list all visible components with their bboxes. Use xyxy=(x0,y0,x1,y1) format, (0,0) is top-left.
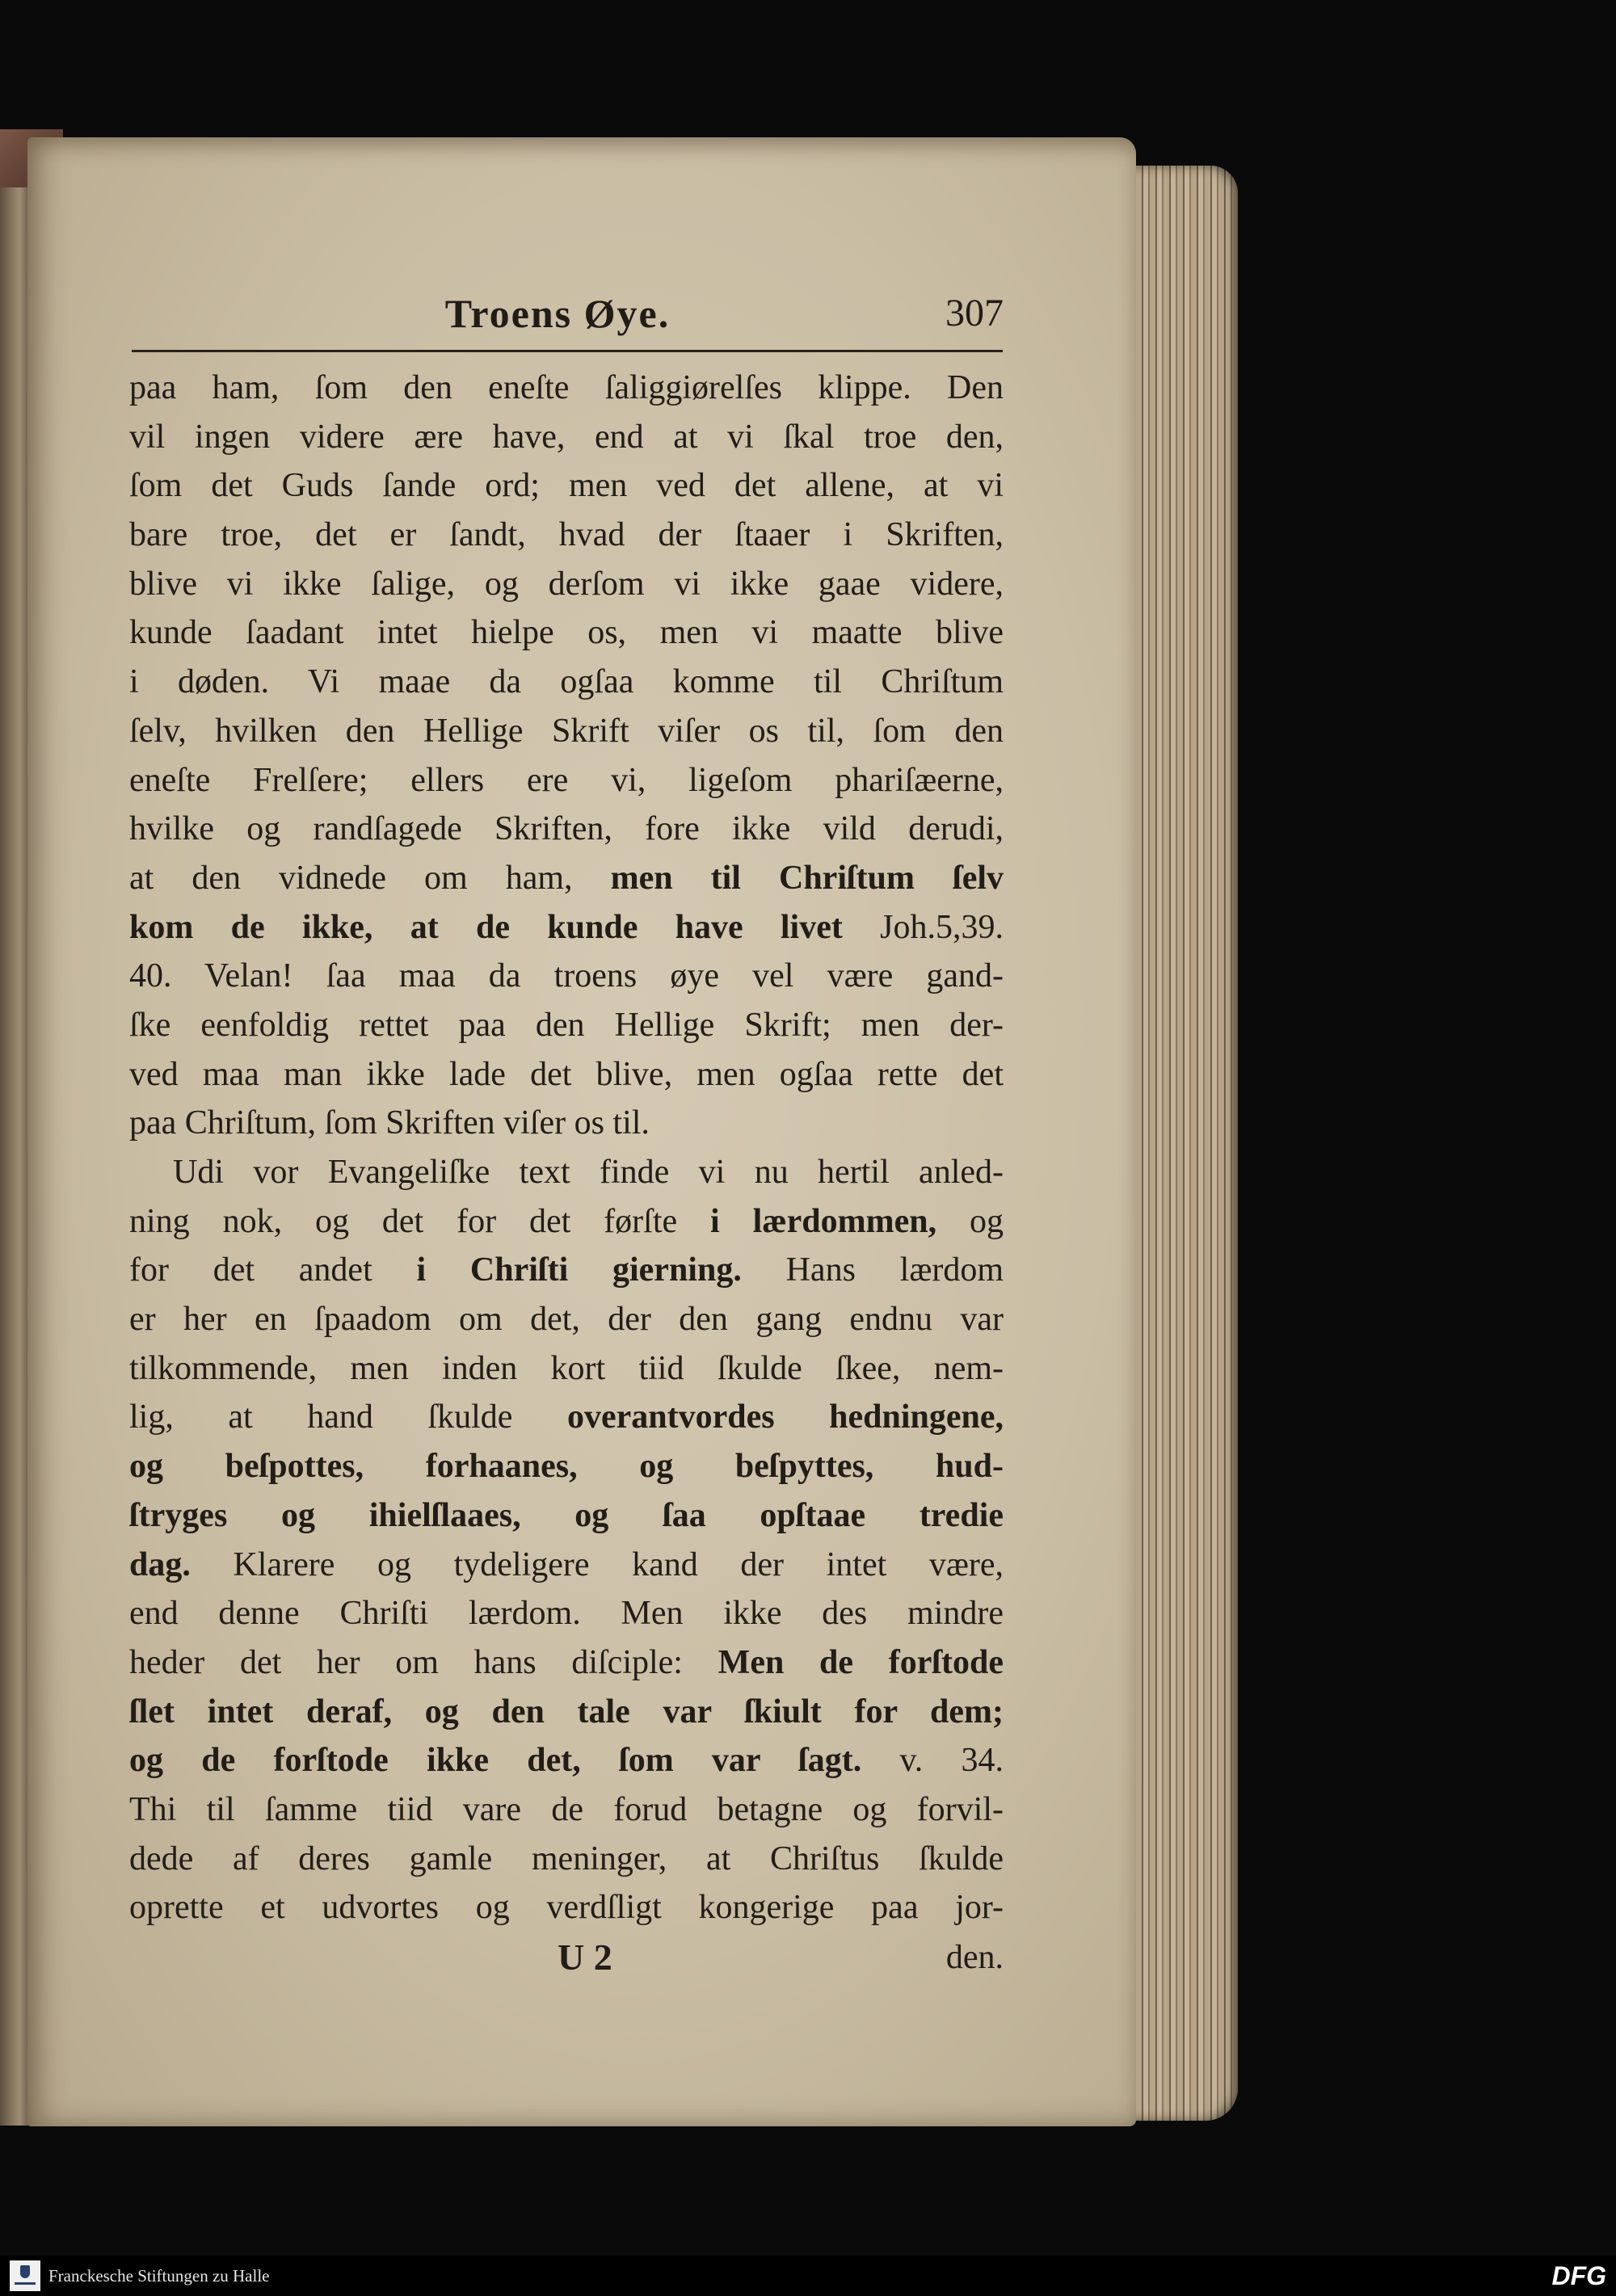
text-segment: for det andet xyxy=(129,1251,417,1289)
text-line xyxy=(129,511,1004,560)
text-line xyxy=(129,1589,1004,1638)
text-line xyxy=(129,1050,1004,1100)
text-segment: Hans lærdom xyxy=(741,1251,1004,1289)
text-line xyxy=(129,1883,1004,1932)
text-line xyxy=(129,1393,1004,1442)
emphasized-text: overantvordes hedningene, xyxy=(566,1398,1004,1436)
text-segment: oprette et udvortes og verdſligt kongerige paa jor- xyxy=(129,1889,1004,1927)
text-segment: ning nok, og det for det førſte xyxy=(129,1202,711,1240)
text-line xyxy=(129,560,1004,609)
text-line xyxy=(129,1001,1004,1050)
emphasized-text: ſlet intet deraf, og den tale var ſkiult for dem; xyxy=(129,1693,1004,1730)
text-segment: end denne Chriſti lærdom. Men ikke des mindre xyxy=(129,1595,1004,1633)
text-line xyxy=(129,1246,1004,1295)
body-text xyxy=(129,364,1004,1932)
text-line xyxy=(129,658,1004,707)
text-segment: hvilke og randſagede Skriften, fore ikke vild derudi, xyxy=(129,810,1004,848)
text-segment: heder det her om hans diſciple: xyxy=(129,1643,718,1681)
text-line xyxy=(129,1491,1004,1541)
text-line xyxy=(129,608,1004,658)
text-segment: paa ham, ſom den eneſte ſaliggiørelſes klippe. Den xyxy=(129,369,1004,406)
text-segment: Klarere og tydeligere kand der intet være, xyxy=(190,1545,1004,1583)
emphasized-text: og beſpottes, forhaanes, og beſpyttes, hud- xyxy=(129,1448,1004,1486)
text-segment: vil ingen videre ære have, end at vi ſkal troe den, xyxy=(129,418,1004,456)
text-segment: Thi til ſamme tiid vare de forud betagne og forvil- xyxy=(129,1790,1004,1828)
text-segment: kunde ſaadant intet hielpe os, men vi maatte blive xyxy=(129,614,1004,652)
text-line xyxy=(129,1785,1004,1835)
text-segment: Udi vor Evangeliſke text finde vi nu hertil anled- xyxy=(173,1154,1004,1191)
text-segment: Joh.5,39. xyxy=(842,908,1004,946)
emphasized-text: Men de forſtode xyxy=(718,1643,1004,1681)
text-line xyxy=(129,1344,1004,1394)
text-segment: ſom det Guds ſande ord; men ved det allene, at vi xyxy=(129,467,1004,505)
funder-logo: DFG xyxy=(1551,2261,1606,2290)
text-line xyxy=(129,952,1004,1001)
emphasized-text: i lærdommen, xyxy=(710,1202,937,1240)
text-line xyxy=(129,1148,1004,1197)
text-segment: ved maa man ikke lade det blive, men ogſaa rette det xyxy=(129,1055,1004,1093)
page-number: 307 xyxy=(945,292,1004,334)
text-line xyxy=(129,1835,1004,1884)
text-line xyxy=(129,854,1004,903)
signature-mark: U 2 xyxy=(558,1936,612,1978)
text-segment: tilkommende, men inden kort tiid ſkulde ſkee, nem- xyxy=(129,1349,1004,1387)
text-segment: dede af deres gamle meninger, at Chriſtus ſkulde xyxy=(129,1840,1004,1878)
text-segment: 40. Velan! ſaa maa da troens øye vel være gand- xyxy=(129,957,1004,995)
emphasized-text: dag. xyxy=(129,1545,191,1583)
text-line xyxy=(129,413,1004,462)
text-line xyxy=(129,756,1004,805)
header-rule xyxy=(132,350,1003,352)
text-line xyxy=(129,903,1004,952)
emphasized-text: i Chriſti gierning. xyxy=(416,1251,742,1289)
text-segment: blive vi ikke ſalige, og derſom vi ikke gaae videre, xyxy=(129,565,1004,603)
text-segment: eneſte Frelſere; ellers ere vi, ligeſom phariſæerne, xyxy=(129,761,1004,799)
institution-logo-icon xyxy=(10,2260,40,2291)
text-line xyxy=(129,364,1004,413)
text-line xyxy=(129,1736,1004,1785)
text-line xyxy=(129,1197,1004,1247)
text-segment: i døden. Vi maae da ogſaa komme til Chriſtum xyxy=(129,663,1004,701)
running-title: Troens Øye. xyxy=(444,291,671,336)
text-line xyxy=(129,1442,1004,1491)
text-line xyxy=(129,1541,1004,1590)
text-segment: bare troe, det er ſandt, hvad der ſtaaer i Skriften, xyxy=(129,516,1004,554)
emphasized-text: men til Chriſtum ſelv xyxy=(610,859,1004,897)
text-line xyxy=(129,461,1004,511)
text-line xyxy=(129,1688,1004,1737)
text-line xyxy=(129,707,1004,756)
text-line xyxy=(129,1099,1004,1148)
text-segment: at den vidnede om ham, xyxy=(129,859,611,897)
emphasized-text: kom de ikke, at de kunde have livet xyxy=(129,908,843,946)
institution-credit: Franckesche Stiftungen zu Halle xyxy=(48,2266,270,2285)
text-segment: ſke eenfoldig rettet paa den Hellige Skrift; men der- xyxy=(129,1006,1004,1044)
text-line xyxy=(129,1295,1004,1344)
text-segment: ſelv, hvilken den Hellige Skrift viſer os til, ſom den xyxy=(129,712,1004,750)
text-segment: lig, at hand ſkulde xyxy=(129,1398,567,1436)
emphasized-text: og de forſtode ikke det, ſom var ſagt. xyxy=(129,1742,862,1780)
text-line xyxy=(129,805,1004,854)
text-segment: v. 34. xyxy=(861,1742,1004,1780)
text-segment: og xyxy=(936,1202,1004,1240)
text-segment: er her en ſpaadom om det, der den gang endnu var xyxy=(129,1301,1004,1339)
text-line xyxy=(129,1638,1004,1688)
emphasized-text: ſtryges og ihielſlaaes, og ſaa opſtaae tredie xyxy=(129,1496,1004,1534)
footer-bar xyxy=(0,2256,1616,2296)
text-segment: paa Chriſtum, ſom Skriften viſer os til. xyxy=(129,1104,650,1142)
catchword: den. xyxy=(945,1939,1004,1976)
